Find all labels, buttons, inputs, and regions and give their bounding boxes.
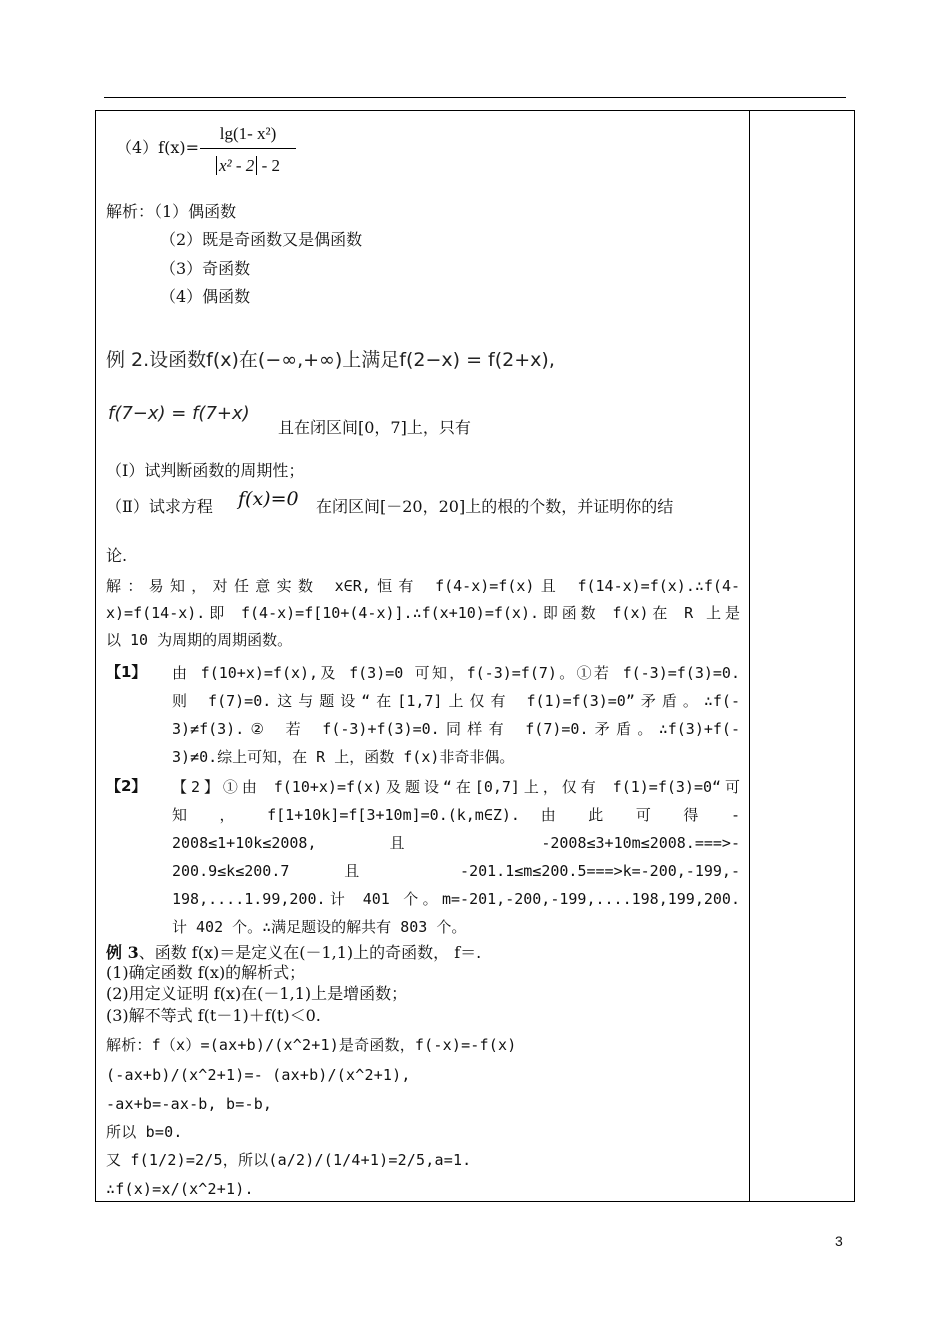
example2-solution-line: 以 10 为周期的周期函数。 [106, 631, 293, 649]
part2-line: 2008≤1+10k≤2008, 且 -2008≤3+10m≤2008.===>- [172, 834, 740, 852]
example2-question2-a: （Ⅱ）试求方程 [106, 497, 213, 516]
example2-condition-tail: 且在闭区间[0，7]上，只有 [278, 418, 471, 437]
example2-title: 例 2.设函数f(x)在(−∞,+∞)上满足f(2−x) = f(2+x), [106, 349, 555, 371]
solution1-lead: 解析：（1）偶函数 [106, 202, 237, 221]
part2-tag: 【2】 [106, 777, 147, 795]
denominator-tail: - 2 [261, 156, 280, 175]
part2-line: 计 402 个。∴满足题设的解共有 803 个。 [172, 918, 467, 936]
example2-question2-c: 论. [106, 546, 128, 565]
part1-line: 则 f(7)=0.这与题设“在[1,7]上仅有 f(1)=f(3)=0”矛盾。∴f(- [172, 692, 740, 710]
example2-question2-b: 在闭区间[－20，20]上的根的个数，并证明你的结 [316, 497, 674, 516]
solution1-line2: （2）既是奇函数又是偶函数 [160, 230, 363, 249]
solution1-line3: （3）奇函数 [160, 259, 251, 278]
example3-question1: (1)确定函数 f(x)的解析式； [106, 963, 306, 982]
example2-equation: f(x)=0 [238, 488, 299, 510]
part1-line: 由 f(10+x)=f(x),及 f(3)=0 可知，f(-3)=f(7)。①若 f(-3)=f(3)=0. [172, 664, 740, 682]
example2-condition: f(7−x) = f(7+x) [108, 403, 250, 424]
example2-solution-line: 解：易知，对任意实数 x∈R,恒有 f(4-x)=f(x)且 f(14-x)=f(x).∴f(4- [106, 577, 740, 595]
example3-solution-line: 所以 b=0. [106, 1123, 183, 1141]
example3-solution-line: 又 f(1/2)=2/5，所以(a/2)/(1/4+1)=2/5,a=1. [106, 1151, 472, 1169]
part1-line: 3)≠0.综上可知，在 R 上，函数 f(x)非奇非偶。 [172, 748, 515, 766]
example3-solution-line: (-ax+b)/(x^2+1)=- (ax+b)/(x^2+1), [106, 1066, 411, 1084]
example3-title [106, 943, 481, 963]
header-rule [104, 97, 846, 98]
part2-line: 【2】①由 f(10+x)=f(x)及题设“在[0,7]上，仅有 f(1)=f(3)=0“可 [172, 778, 740, 796]
denominator-abs: x² - 2 [216, 156, 257, 175]
example3-question2: (2)用定义证明 f(x)在(－1,1)上是增函数； [106, 984, 408, 1003]
solution1-line4: （4）偶函数 [160, 287, 251, 306]
fraction-numerator: lg(1- x²) [219, 124, 277, 143]
column-divider [749, 110, 750, 1202]
part2-line: 知 ， f[1+10k]=f[3+10m]=0.(k,m∈Z). 由 此 可 得 - [172, 806, 740, 824]
fraction-bar [200, 148, 296, 149]
example3-solution-line: -ax+b=-ax-b, b=-b, [106, 1095, 273, 1113]
fraction-denominator [200, 153, 296, 179]
example3-title-bold: 例 3 [106, 943, 139, 962]
example2-question1: （Ⅰ）试判断函数的周期性； [106, 461, 305, 480]
item4-label: （4）f(x)= [116, 138, 200, 157]
example3-solution-line: ∴f(x)=x/(x^2+1). [106, 1180, 254, 1198]
example3-solution-line: 解析：f（x）=(ax+b)/(x^2+1)是奇函数，f(-x)=-f(x) [106, 1036, 517, 1054]
item4-fraction [200, 122, 296, 179]
page-number: 3 [835, 1233, 843, 1249]
example2-solution-line: x)=f(14-x).即 f(4-x)=f[10+(4-x)].∴f(x+10)=f(x).即函数 f(x)在 R 上是 [106, 604, 740, 622]
example3-title-rest: 、函数 f(x)＝是定义在(－1,1)上的奇函数， f＝. [138, 943, 482, 962]
part2-line: 198,....1.99,200.计 401 个。m=-201,-200,-199,....198,199,200. [172, 890, 740, 908]
example3-question3: (3)解不等式 f(t－1)＋f(t)＜0. [106, 1006, 321, 1025]
part2-line: 200.9≤k≤200.7 且 -201.1≤m≤200.5===>k=-200,-199,- [172, 862, 740, 880]
part1-line: 3)≠f(3).② 若 f(-3)+f(3)=0.同样有 f(7)=0.矛盾。∴f(3)+f(- [172, 720, 740, 738]
part1-tag: 【1】 [106, 663, 147, 681]
